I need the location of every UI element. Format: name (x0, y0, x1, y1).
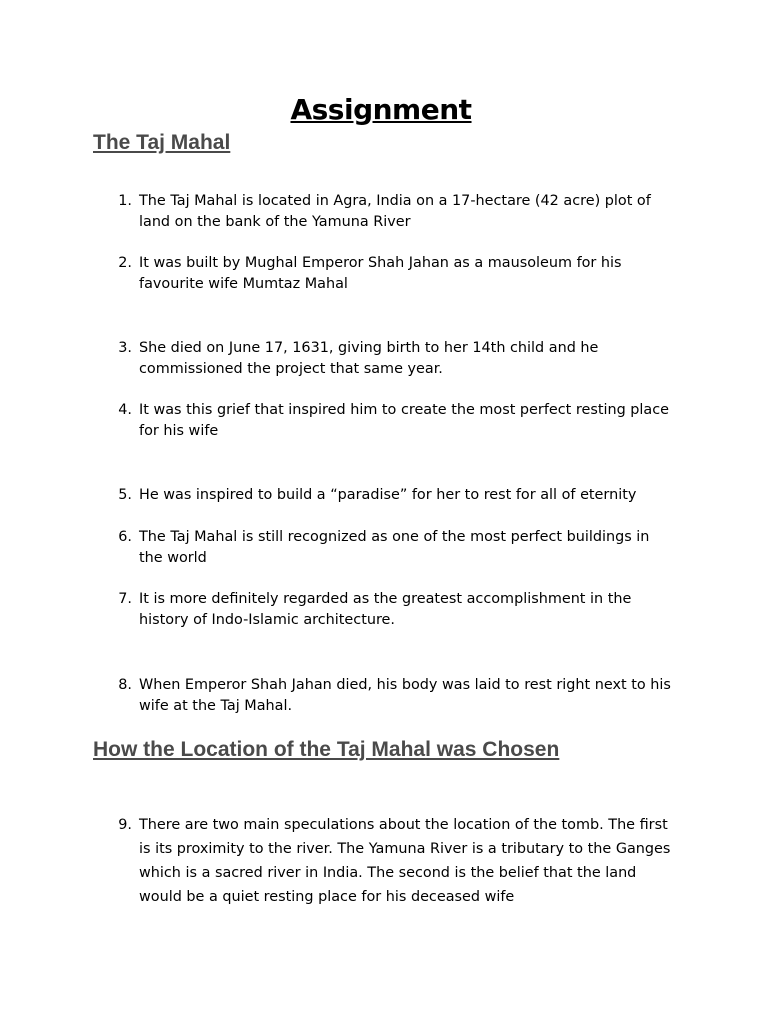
list-item (112, 813, 672, 909)
list-item (112, 589, 672, 631)
list-item (112, 338, 672, 380)
list-item-number: 9. (118, 817, 132, 833)
list-item-number: 3. (118, 340, 132, 356)
section-heading-location: How the Location of the Taj Mahal was Chosen (93, 738, 560, 761)
list-item-text: He was inspired to build a “paradise” for her to rest for all of eternity (139, 487, 637, 503)
list-item-number: 5. (118, 487, 132, 503)
document-title: Assignment (290, 93, 472, 126)
list-item-text: She died on June 17, 1631, giving birth to her 14th child and he commissioned the project that same year. (139, 340, 599, 377)
list-item-number: 7. (118, 591, 132, 607)
list-item (112, 527, 672, 569)
list-item (112, 485, 672, 506)
list-item-text: There are two main speculations about the location of the tomb. The first is its proximity to the river. The Yamuna River is a tributary to the Ganges which is a sacred river in India. The second is the belief that the land would be a quiet resting place for his deceased wife (139, 817, 671, 905)
list-item (112, 191, 672, 233)
list-item-number: 1. (118, 193, 132, 209)
list-item-text: It was built by Mughal Emperor Shah Jahan as a mausoleum for his favourite wife Mumtaz Mahal (139, 255, 622, 292)
list-item-number: 4. (118, 402, 132, 418)
list-item-number: 6. (118, 529, 132, 545)
list-item-number: 2. (118, 255, 132, 271)
list-item (112, 675, 672, 717)
list-item (112, 253, 672, 295)
section-heading-taj-mahal: The Taj Mahal (93, 131, 231, 154)
list-item-text: When Emperor Shah Jahan died, his body was laid to rest right next to his wife at the Taj Mahal. (139, 677, 671, 714)
list-item-number: 8. (118, 677, 132, 693)
list-item-text: The Taj Mahal is still recognized as one of the most perfect buildings in the world (139, 529, 650, 566)
list-item-text: The Taj Mahal is located in Agra, India on a 17-hectare (42 acre) plot of land on the bank of the Yamuna River (139, 193, 651, 230)
list-item (112, 400, 672, 442)
list-item-text: It was this grief that inspired him to create the most perfect resting place for his wife (139, 402, 670, 439)
list-item-text: It is more definitely regarded as the greatest accomplishment in the history of Indo-Islamic architecture. (139, 591, 632, 628)
